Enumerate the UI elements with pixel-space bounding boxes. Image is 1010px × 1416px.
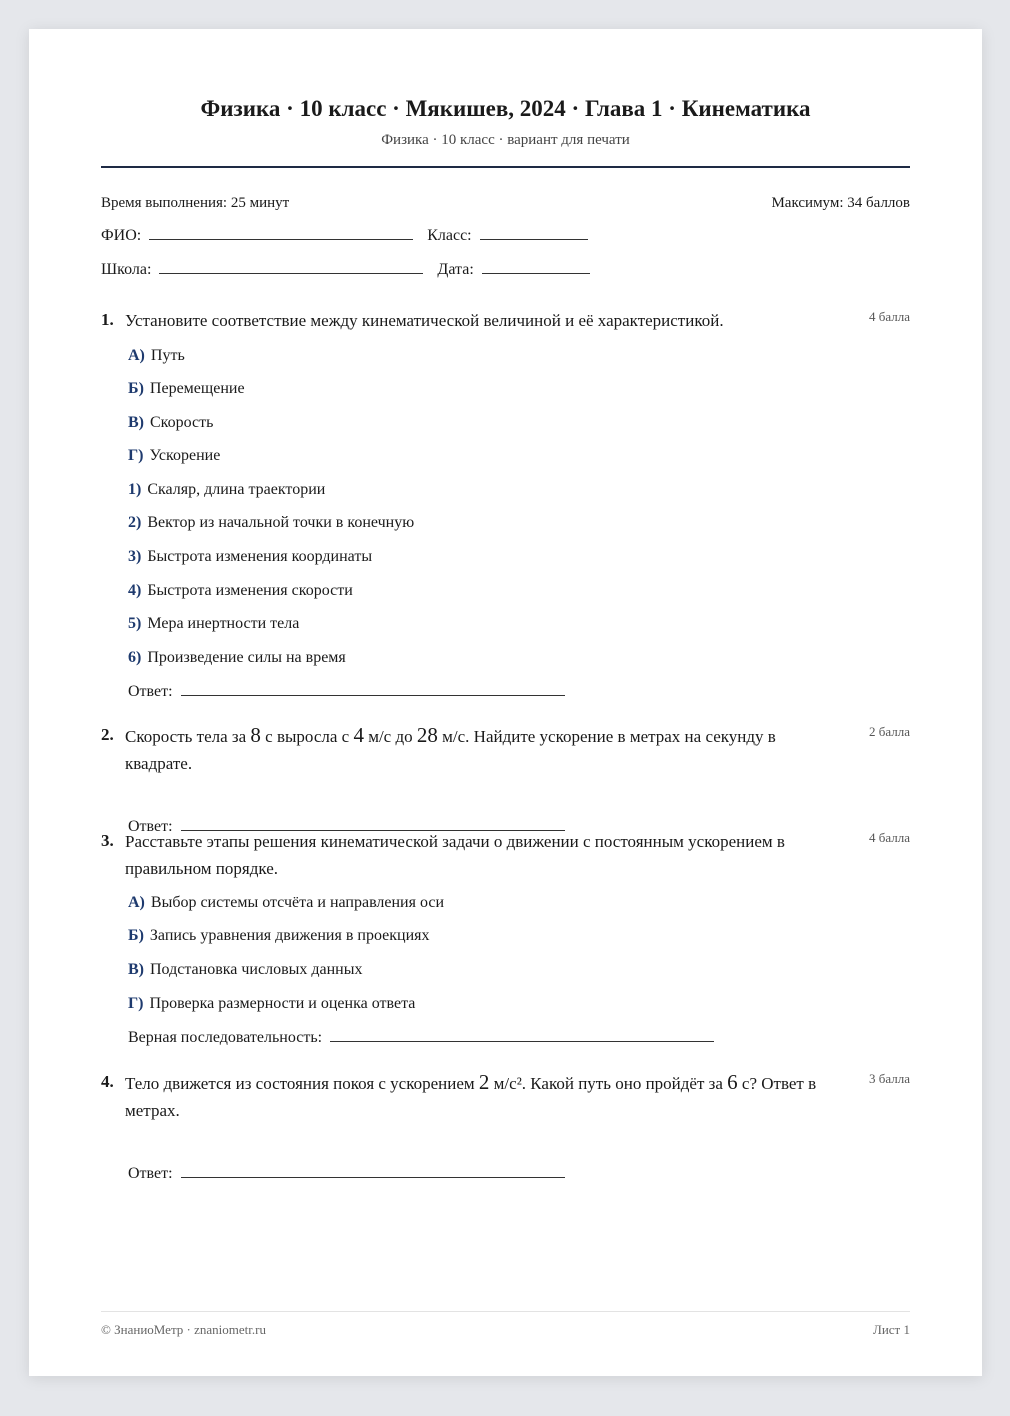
answer-line[interactable] — [181, 1163, 565, 1178]
date-line[interactable] — [482, 259, 590, 274]
footer-divider — [101, 1311, 910, 1312]
match-right-5: 5) Мера инертности тела — [128, 615, 300, 632]
school-label: Школа: — [101, 261, 152, 278]
answer-label: Ответ: — [128, 683, 173, 700]
question-points: 3 балла — [869, 1071, 910, 1086]
match-left-a: А) Путь — [128, 347, 185, 364]
worksheet-page — [29, 29, 982, 1376]
sequence-label: Верная последовательность: — [128, 1029, 323, 1046]
question-number: 3. — [101, 831, 114, 850]
question-points: 4 балла — [869, 830, 910, 845]
match-right-4: 4) Быстрота изменения скорости — [128, 582, 353, 599]
fio-class-row — [101, 225, 588, 246]
question-text: Установите соответствие между кинематической величиной и её характеристикой. — [125, 311, 724, 330]
answer-row — [128, 1163, 565, 1185]
fio-line[interactable] — [149, 225, 413, 240]
sequence-row — [128, 1027, 714, 1049]
sequence-line[interactable] — [330, 1027, 714, 1042]
match-right-2: 2) Вектор из начальной точки в конечную — [128, 514, 415, 531]
match-left-b: Б) Перемещение — [128, 380, 245, 397]
school-date-row — [101, 259, 590, 280]
question-text: Расставьте этапы решения кинематической задачи о движении с постоянным ускорением в правильном порядке. — [125, 832, 785, 878]
fio-label: ФИО: — [101, 227, 142, 244]
question-number: 2. — [101, 725, 114, 744]
header-divider — [101, 166, 910, 168]
page-number: Лист 1 — [873, 1322, 910, 1337]
page-title: Физика · 10 класс · Мякишев, 2024 · Глава 1 · Кинематика — [200, 96, 811, 121]
answer-line[interactable] — [181, 681, 565, 696]
page-subtitle: Физика · 10 класс · вариант для печати — [381, 132, 630, 148]
question-text: Тело движется из состояния покоя с ускорением 2 м/с². Какой путь оно пройдёт за 6 с? Ответ в метрах. — [125, 1070, 817, 1120]
answer-label: Ответ: — [128, 818, 173, 835]
max-score: Максимум: 34 баллов — [771, 195, 910, 211]
question-text: Скорость тела за 8 с выросла с 4 м/с до 28 м/с. Найдите ускорение в метрах на секунду в квадрате. — [125, 723, 776, 773]
time-limit: Время выполнения: 25 минут — [101, 195, 290, 211]
class-label: Класс: — [427, 227, 472, 244]
match-right-3: 3) Быстрота изменения координаты — [128, 548, 373, 565]
footer-copyright: © ЗнаниоМетр · znaniometr.ru — [101, 1322, 266, 1337]
answer-row — [128, 681, 565, 703]
date-label: Дата: — [437, 261, 474, 278]
order-item-b: Б) Запись уравнения движения в проекциях — [128, 927, 430, 944]
match-left-g: Г) Ускорение — [128, 447, 221, 464]
answer-label: Ответ: — [128, 1165, 173, 1182]
match-left-v: В) Скорость — [128, 414, 214, 431]
order-item-v: В) Подстановка числовых данных — [128, 961, 363, 978]
question-points: 2 балла — [869, 724, 910, 739]
order-item-g: Г) Проверка размерности и оценка ответа — [128, 995, 416, 1012]
meta-row — [101, 193, 910, 213]
match-right-6: 6) Произведение силы на время — [128, 649, 346, 666]
footer — [101, 1321, 910, 1339]
question-points: 4 балла — [869, 309, 910, 324]
question-number: 1. — [101, 310, 114, 329]
class-line[interactable] — [480, 225, 588, 240]
question-number: 4. — [101, 1072, 114, 1091]
school-line[interactable] — [159, 259, 423, 274]
match-right-1: 1) Скаляр, длина траектории — [128, 481, 326, 498]
order-item-a: А) Выбор системы отсчёта и направления оси — [128, 894, 445, 911]
